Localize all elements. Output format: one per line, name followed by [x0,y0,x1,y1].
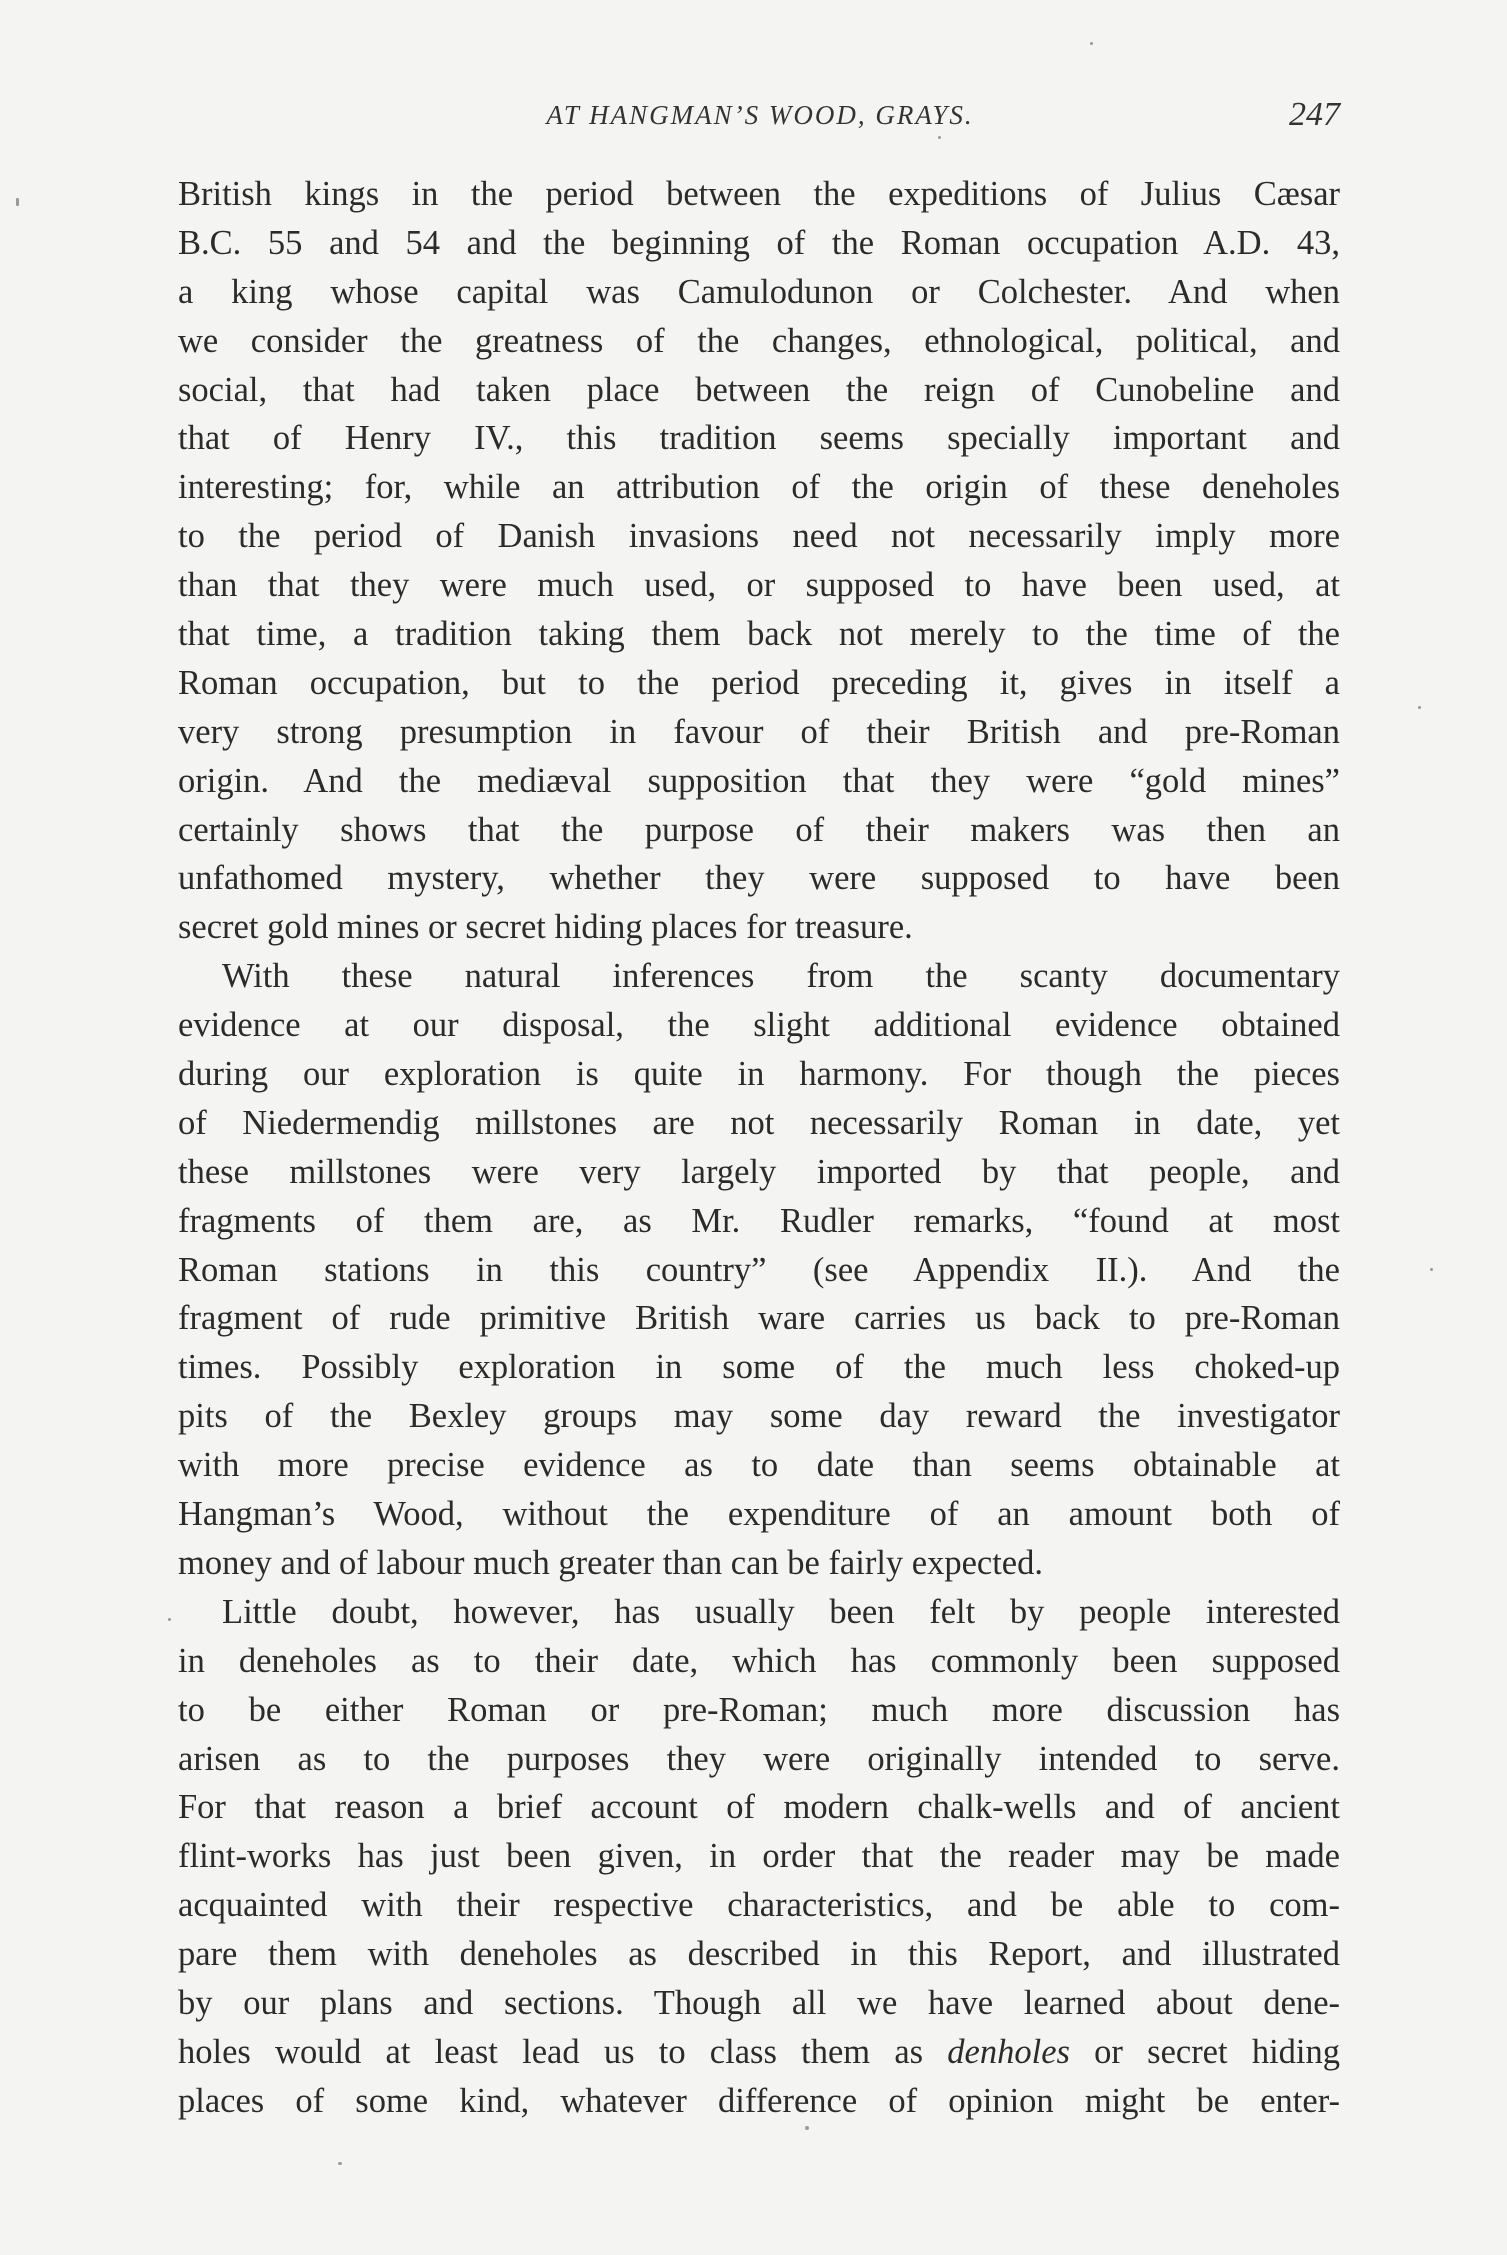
scan-speck [938,136,941,139]
scan-speck [168,1618,171,1621]
text-segment: holes would at least lead us to class them as [178,2032,924,2071]
text-line: money and of labour much greater than can be fairly expected. [178,1543,1043,1582]
text-line: fragment of rude primitive British ware carries us back to pre-Roman [178,1299,1340,1338]
text-line: unfathomed mystery, whether they were supposed to have been [178,859,1340,898]
scan-speck [338,2162,342,2165]
text-line: in deneholes as to their date, which has commonly been supposed [178,1641,1340,1680]
text-segment: or secret hiding [1094,2032,1340,2071]
text-line: places of some kind, whatever difference of opinion might be enter- [178,2081,1340,2120]
text-line: by our plans and sections. Though all we have learned about dene- [178,1983,1340,2022]
text-line: Hangman’s Wood, without the expenditure of an amount both of [178,1495,1340,1534]
text-line: Roman stations in this country” (see Appendix II.). And the [178,1250,1340,1289]
text-line-with-italic [178,2028,1340,2077]
text-line: Roman occupation, but to the period preceding it, gives in itself a [178,663,1340,702]
italic-word: denholes [947,2032,1070,2071]
text-line: acquainted with their respective characteristics, and be able to com- [178,1886,1340,1925]
text-line: evidence at our disposal, the slight additional evidence obtained [178,1006,1340,1045]
scan-speck [805,2126,809,2130]
scan-speck [1430,1268,1433,1271]
text-line: than that they were much used, or supposed to have been used, at [178,566,1340,605]
paragraph-2 [178,952,1340,1588]
scan-speck [16,198,19,206]
text-line: that of Henry IV., this tradition seems specially important and [178,419,1340,458]
text-line: Little doubt, however, has usually been felt by people interested [222,1592,1340,1631]
paragraph-1 [178,170,1340,952]
text-line: with more precise evidence as to date than seems obtainable at [178,1446,1340,1485]
text-line: a king whose capital was Camulodunon or Colchester. And when [178,272,1340,311]
text-line: With these natural inferences from the scanty documentary [222,957,1340,996]
text-line: secret gold mines or secret hiding places for treasure. [178,908,913,947]
paragraph-3 [178,1588,1340,2126]
running-head [180,90,1340,140]
text-line: to the period of Danish invasions need not necessarily imply more [178,517,1340,556]
text-line: these millstones were very largely imported by that people, and [178,1152,1340,1191]
text-line: B.C. 55 and 54 and the beginning of the Roman occupation A.D. 43, [178,223,1340,262]
text-line: very strong presumption in favour of their British and pre-Roman [178,712,1340,751]
text-line: social, that had taken place between the reign of Cunobeline and [178,370,1340,409]
text-line: we consider the greatness of the changes, ethnological, political, and [178,321,1340,360]
text-line: For that reason a brief account of modern chalk-wells and of ancient [178,1788,1340,1827]
page-number: 247 [1289,96,1340,133]
text-line: British kings in the period between the expeditions of Julius Cæsar [178,175,1340,213]
text-line: flint-works has just been given, in order that the reader may be made [178,1837,1340,1876]
text-line: origin. And the mediæval supposition that they were “gold mines” [178,761,1340,800]
text-line: arisen as to the purposes they were originally intended to serve. [178,1739,1340,1778]
text-line: to be either Roman or pre-Roman; much more discussion has [178,1690,1340,1729]
text-line: fragments of them are, as Mr. Rudler remarks, “found at most [178,1201,1340,1240]
text-line: of Niedermendig millstones are not necessarily Roman in date, yet [178,1103,1340,1142]
text-line: that time, a tradition taking them back not merely to the time of the [178,615,1340,654]
text-line: interesting; for, while an attribution of the origin of these deneholes [178,468,1340,507]
text-line: pits of the Bexley groups may some day reward the investigator [178,1397,1340,1436]
scan-speck [1090,42,1093,45]
text-line: certainly shows that the purpose of their makers was then an [178,810,1340,849]
text-line: pare them with deneholes as described in this Report, and illustrated [178,1935,1340,1974]
scan-speck [1418,706,1421,709]
body-text [178,170,1340,2126]
text-line: during our exploration is quite in harmony. For though the pieces [178,1055,1340,1094]
text-line: times. Possibly exploration in some of the much less choked-up [178,1348,1340,1387]
running-title: AT HANGMAN’S WOOD, GRAYS. [546,100,974,130]
